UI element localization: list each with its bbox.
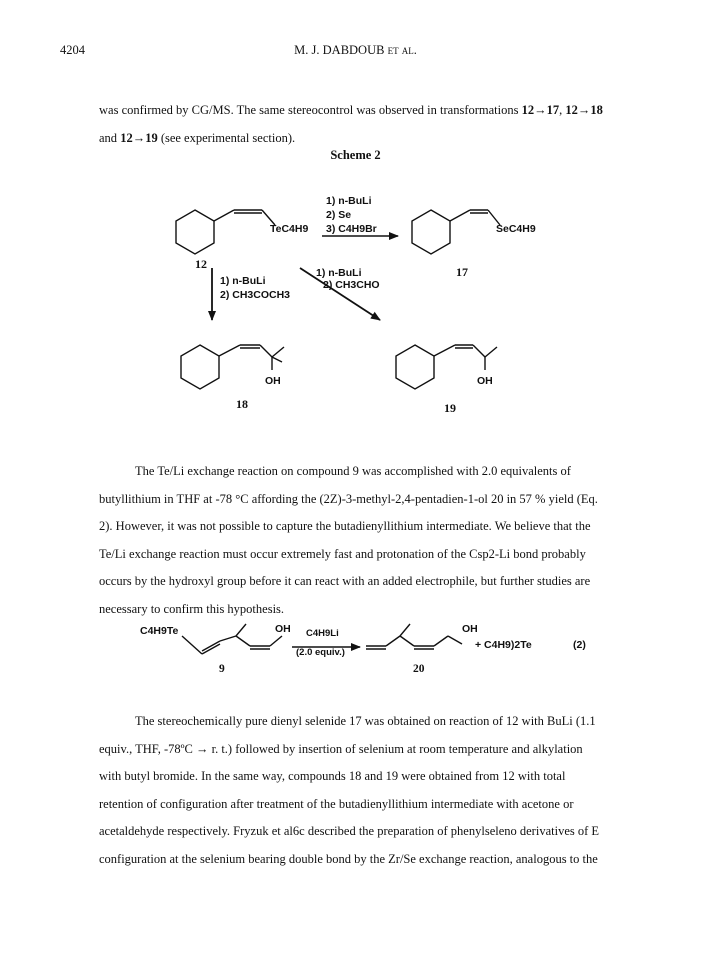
reagent-diag-1: 1) n-BuLi bbox=[316, 267, 362, 279]
reagent-top-2: 2) Se bbox=[326, 209, 352, 221]
compound-label-17: 17 bbox=[456, 265, 468, 279]
transformation-12-19: 12→19 bbox=[120, 130, 158, 145]
transformation-12-17: 12→17 bbox=[521, 103, 560, 117]
substituent-te: TeC4H9 bbox=[270, 223, 309, 235]
hydroxyl-18: OH bbox=[265, 375, 281, 387]
paragraph-te-li-exchange bbox=[99, 458, 611, 624]
paragraph-line: 2). However, it was not possible to capture the butadienyllithium intermediate. We believe that the bbox=[99, 519, 591, 534]
paragraph-line: Te/Li exchange reaction must occur extremely fast and protonation of the Csp2-Li bond probably bbox=[99, 546, 586, 561]
paragraph-line: butyllithium in THF at -78 °C affording the (2Z)-3-methyl-2,4-pentadien-1-ol 20 in 57 % yield (Eq. bbox=[99, 491, 598, 506]
paragraph-dienyl-selenide bbox=[99, 708, 611, 874]
reagent-top-1: 1) n-BuLi bbox=[326, 195, 372, 207]
reagent-diag-2: 2) CH3CHO bbox=[323, 279, 380, 291]
structure-9 bbox=[182, 624, 282, 654]
reagent-amount: (2.0 equiv.) bbox=[296, 647, 345, 658]
paragraph-line: equiv., THF, -78ºC → r. t.) followed by insertion of selenium at room temperature and alkylation bbox=[99, 741, 583, 756]
reagent-c4h9li: C4H9Li bbox=[306, 628, 339, 639]
reagent-down-1: 1) n-BuLi bbox=[220, 275, 266, 287]
equation-2 bbox=[0, 610, 711, 690]
paragraph-line: The Te/Li exchange reaction on compound 9 was accomplished with 2.0 equivalents of bbox=[135, 464, 571, 478]
compound-label-18: 18 bbox=[236, 397, 248, 411]
structure-12 bbox=[176, 210, 275, 254]
compound-label-20: 20 bbox=[413, 663, 425, 675]
compound-label-12: 12 bbox=[195, 257, 207, 271]
reactant-c4h9te: C4H9Te bbox=[140, 625, 179, 637]
compound-label-19: 19 bbox=[444, 401, 456, 415]
structure-20 bbox=[366, 624, 462, 649]
hydroxyl-9: OH bbox=[275, 623, 291, 635]
substituent-se: SeC4H9 bbox=[496, 223, 536, 235]
transformation-12-18: 12→18 bbox=[565, 103, 603, 117]
paragraph-line: with butyl bromide. In the same way, compounds 18 and 19 were obtained from 12 with total bbox=[99, 769, 566, 784]
reagent-top-3: 3) C4H9Br bbox=[326, 223, 377, 235]
compound-label-9: 9 bbox=[219, 663, 225, 675]
paragraph-line: occurs by the hydroxyl group before it can react with an added electrophile, but further studies are bbox=[99, 574, 591, 589]
paragraph-line: acetaldehyde respectively. Fryzuk et al6c described the preparation of phenylseleno derivatives of E bbox=[99, 824, 600, 839]
paragraph-line: configuration at the selenium bearing double bond by the Zr/Se exchange reaction, analogous to the bbox=[99, 851, 598, 866]
equation-number: (2) bbox=[573, 639, 586, 651]
paragraph-line: The stereochemically pure dienyl selenide 17 was obtained on reaction of 12 with BuLi (1.1 bbox=[135, 714, 596, 728]
scheme-title: Scheme 2 bbox=[330, 148, 381, 162]
hydroxyl-20: OH bbox=[462, 623, 478, 635]
running-header-authors: M. J. DABDOUB et al. bbox=[294, 43, 417, 57]
intro-line-2: and 12→19 (see experimental section). bbox=[99, 130, 296, 145]
structure-17 bbox=[412, 210, 500, 254]
page-number: 4204 bbox=[60, 43, 85, 57]
hydroxyl-19: OH bbox=[477, 375, 493, 387]
byproduct: + C4H9)2Te bbox=[475, 639, 532, 651]
paragraph-line: necessary to confirm this hypothesis. bbox=[99, 601, 285, 616]
paragraph-line: retention of configuration after treatment of the butadienyllithium intermediate with acetone or bbox=[99, 796, 574, 811]
reagent-down-2: 2) CH3COCH3 bbox=[220, 289, 291, 301]
intro-line-1: was confirmed by CG/MS. The same stereocontrol was observed in transformations 12→17, 12→18 bbox=[99, 103, 603, 117]
